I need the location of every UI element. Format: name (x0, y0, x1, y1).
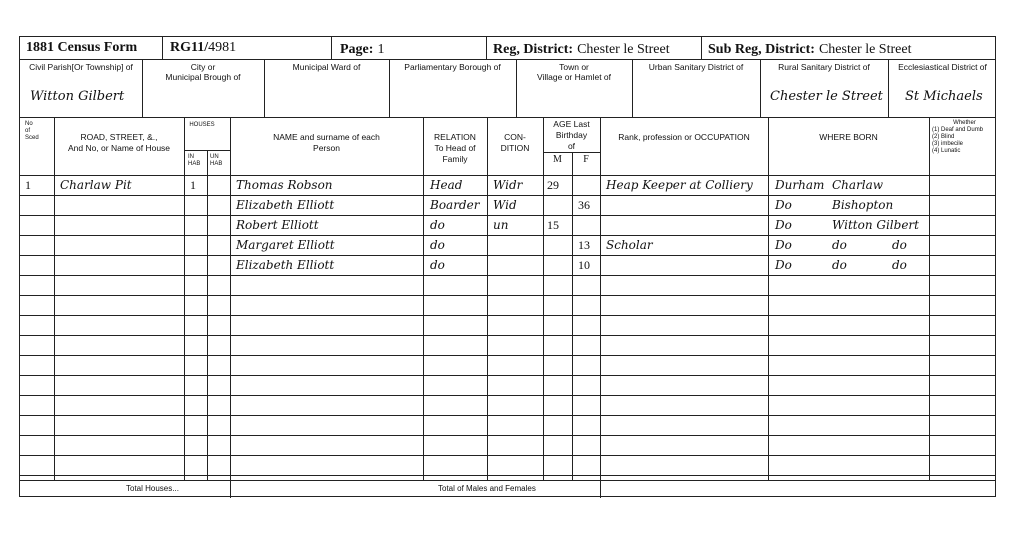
town-label: Town or Village or Hamlet of (536, 62, 612, 82)
row-divider (20, 455, 995, 456)
cell-age-m: 29 (547, 178, 559, 192)
cell-relation: do (430, 238, 445, 252)
row-divider (20, 315, 995, 316)
row-divider (20, 335, 995, 336)
table-row (20, 216, 995, 235)
col-name-header: NAME and surname of each Person (273, 132, 380, 153)
reference-number: RG11/4981 (170, 40, 237, 55)
total-houses-label: Total Houses... (126, 484, 179, 493)
col-age-m: M (553, 154, 562, 165)
cell-born-county: Do (775, 198, 792, 212)
cell-condition: Widr (493, 178, 523, 192)
row-divider (20, 435, 995, 436)
col-age-header: AGE Last Birthday of (553, 119, 590, 151)
cell-condition: un (493, 218, 509, 232)
row-divider (20, 395, 995, 396)
cell-born-county: Durham (775, 178, 825, 192)
col-relation-header: RELATION To Head of Family (434, 132, 476, 164)
cell-born-place: Charlaw (832, 178, 884, 192)
cell-name: Thomas Robson (236, 178, 333, 192)
cell-born-extra: do (892, 258, 907, 272)
cell-born-county: Do (775, 238, 792, 252)
table-row (20, 176, 995, 195)
col-whether-header: Whether (1) Deaf and Dumb (2) Blind (3) imbecile (4) Lunatic (932, 120, 984, 154)
sub-reg-district: Sub Reg, District: Chester le Street (708, 42, 912, 57)
cell-age-f: 36 (578, 198, 590, 212)
ecclesiastical-value: St Michaels (905, 89, 983, 104)
cell-born-place: do (832, 258, 847, 272)
cell-occupation: Heap Keeper at Colliery (606, 178, 753, 192)
civil-parish-value: Witton Gilbert (30, 89, 125, 104)
cell-born-county: Do (775, 218, 792, 232)
city-label: City or Municipal Brough of (165, 62, 241, 82)
table-row (20, 256, 995, 275)
cell-relation: do (430, 258, 445, 272)
cell-name: Margaret Elliott (236, 238, 335, 252)
table-row (20, 236, 995, 255)
row-divider (20, 415, 995, 416)
row-divider (20, 475, 995, 476)
cell-age-m: 15 (547, 218, 559, 232)
cell-age-f: 10 (578, 258, 590, 272)
urban-label: Urban Sanitary District of (648, 62, 744, 72)
total-persons-label: Total of Males and Females (438, 484, 536, 493)
cell-name: Elizabeth Elliott (236, 258, 335, 272)
cell-age-f: 13 (578, 238, 590, 252)
row-divider (20, 275, 995, 276)
col-no-header: No of Sced (25, 121, 39, 141)
census-form (19, 36, 996, 497)
col-inhab-header: IN HAB (188, 154, 201, 167)
civil-parish-label: Civil Parish[Or Township] of (29, 62, 133, 72)
cell-road: Charlaw Pit (60, 178, 132, 192)
cell-name: Elizabeth Elliott (236, 198, 335, 212)
col-condition-header: CON- DITION (500, 132, 530, 153)
form-title: 1881 Census Form (26, 40, 138, 55)
cell-no: 1 (25, 178, 31, 192)
cell-born-place: Bishopton (832, 198, 894, 212)
row-divider (20, 355, 995, 356)
cell-relation: Head (430, 178, 463, 192)
table-row (20, 196, 995, 215)
cell-condition: Wid (493, 198, 517, 212)
cell-occupation: Scholar (606, 238, 653, 252)
col-born-header: WHERE BORN (819, 132, 878, 142)
rural-label: Rural Sanitary District of (778, 62, 870, 72)
ward-label: Municipal Ward of (292, 62, 361, 72)
cell-born-extra: do (892, 238, 907, 252)
page-number: Page: 1 (340, 42, 385, 57)
row-divider (20, 375, 995, 376)
cell-inhab: 1 (190, 178, 196, 192)
parliamentary-label: Parliamentary Borough of (404, 62, 501, 72)
cell-name: Robert Elliott (236, 218, 319, 232)
cell-born-place: do (832, 238, 847, 252)
row-divider (20, 295, 995, 296)
cell-relation: Boarder (430, 198, 480, 212)
reg-district: Reg, District: Chester le Street (493, 42, 670, 57)
cell-relation: do (430, 218, 445, 232)
col-houses-header: HOUSES (189, 122, 215, 128)
col-age-f: F (583, 154, 589, 165)
ecclesiastical-label: Ecclesiastical District of (898, 62, 987, 72)
rural-value: Chester le Street (770, 89, 883, 104)
col-road-header: ROAD, STREET, &., And No, or Name of House (67, 132, 171, 153)
col-uninhab-header: UN HAB (210, 154, 223, 167)
col-occupation-header: Rank, profession or OCCUPATION (618, 132, 750, 142)
cell-born-county: Do (775, 258, 792, 272)
cell-born-place: Witton Gilbert (832, 218, 919, 232)
